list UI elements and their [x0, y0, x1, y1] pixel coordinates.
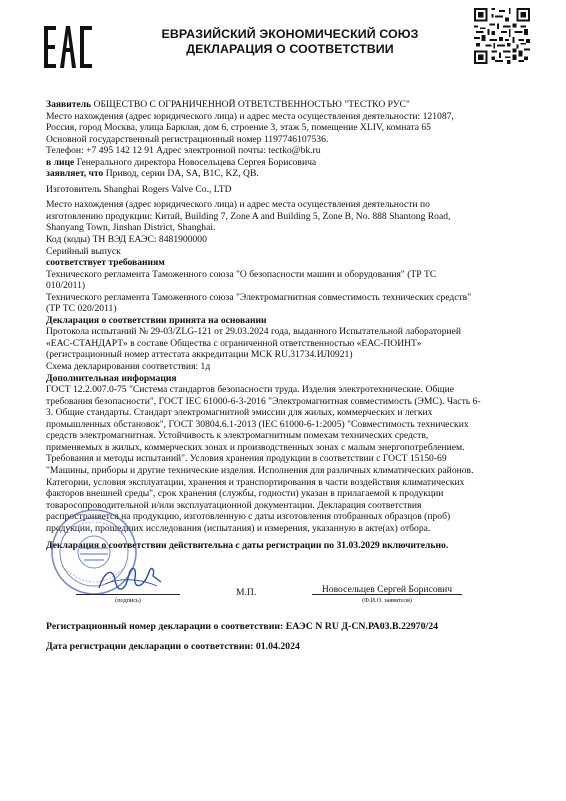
- eac-logo-icon: [44, 26, 92, 68]
- regulation-line: Технического регламента Таможенного союза "О безопасности машин и оборудования" (ТР ТС: [46, 268, 437, 280]
- declaration-scheme: Схема декларирования соответствия: 1д: [46, 361, 211, 373]
- release-type: Серийный выпуск: [46, 245, 121, 257]
- declares-line: [46, 168, 526, 180]
- applicant-block: [46, 99, 526, 111]
- additional-info-line: промышленных обстановок", ГОСТ 30804.6.1-2013 (IEC 61000-6-1:2005) "Совместимость технических: [46, 418, 469, 430]
- applicant-name: ОБЩЕСТВО С ОГРАНИЧЕННОЙ ОТВЕТСТВЕННОСТЬЮ "ТЕСТКО РУС": [93, 99, 410, 110]
- additional-info-line: 3. Общие стандарты. Стандарт электромагнитной эмиссии для жилых, коммерческих и легких: [46, 407, 433, 419]
- additional-info-line: распространяется на продукцию, изготовленную с даты изготовления отобранных образцов (проб): [46, 511, 451, 523]
- header-document-title: ДЕКЛАРАЦИЯ О СООТВЕТСТВИИ: [186, 42, 394, 56]
- registration-number: Регистрационный номер декларации о соответствии: ЕАЭС N RU Д-CN.РА03.В.22970/24: [46, 621, 438, 632]
- regulation-line: 010/2011): [46, 280, 86, 292]
- applicant-contacts: Телефон: +7 495 142 12 91 Адрес электронной почты: tectko@bk.ru: [46, 145, 321, 157]
- applicant-ogrn: Основной государственный регистрационный номер 1197746107536.: [46, 133, 329, 145]
- additional-info-line: средств электромагнитная. Устойчивость к электромагнитным помехам технических средств,: [46, 430, 429, 442]
- additional-info-line: факторов внешней среды", срок хранения (службы, годности) указан в прилагаемой к продукции: [46, 488, 444, 500]
- signature-caption: (подпись): [115, 597, 141, 604]
- stamp-place-label: М.П.: [236, 587, 257, 598]
- manufacturer-address-line: Shanyang Town, Jinshan District, Shanghai.: [46, 222, 216, 234]
- registration-date: Дата регистрации декларации о соответствии: 01.04.2024: [46, 641, 300, 652]
- additional-info-line: Требования и методы испытаний". Условия хранения продукции в соответствии с ГОСТ 15150-69: [46, 453, 447, 465]
- tnved-code: Код (коды) ТН ВЭД ЕАЭС: 8481900000: [46, 234, 207, 246]
- person-label: в лице: [46, 156, 75, 168]
- regulation-line: Технического регламента Таможенного союза "Электромагнитная совместимость технических средств": [46, 291, 472, 303]
- signer-line: [312, 594, 462, 595]
- regulation-line: (ТР ТС 020/2011): [46, 303, 117, 315]
- additional-info-line: продукции, прошедших исследования (испытания) и измерения, указанную в акте(ах) отбора.: [46, 522, 431, 534]
- basis-line: Протокола испытаний № 29-03/ZLG-121 от 29.03.2024 года, выданного Испытательной лабораторией: [46, 326, 462, 338]
- person-name: Генерального директора Новосельцева Сергея Борисовича: [76, 156, 317, 168]
- validity-statement: Декларация о соответствии действительна с даты регистрации по 31.03.2029 включительно.: [46, 540, 449, 552]
- additional-info-line: товаросопроводительной и/или эксплуатационной документации. Декларация соответствия: [46, 499, 422, 511]
- header-union-name: ЕВРАЗИЙСКИЙ ЭКОНОМИЧЕСКИЙ СОЮЗ: [161, 27, 419, 41]
- additional-info-line: применяемых в жилых, коммерческих зонах и производственных зонах с малым энергопотреблением.: [46, 441, 465, 453]
- manufacturer-address-line: Место нахождения (адрес юридического лица) и адрес места осуществления деятельности по: [46, 199, 430, 211]
- document-header: [110, 27, 470, 57]
- additional-info-line: "Машины, приборы и другие технические изделия. Исполнения для различных климатических районов.: [46, 464, 474, 476]
- declaration-body: [46, 99, 526, 552]
- manufacturer-name: Изготовитель Shanghai Rogers Valve Co., LTD: [46, 183, 232, 195]
- product-name: Привод, серии DA, SA, B1C, KZ, QB.: [105, 168, 259, 180]
- basis-heading: Декларация о соответствии принята на основании: [46, 314, 267, 326]
- requirements-heading: соответствует требованиям: [46, 257, 165, 269]
- basis-line: (регистрационный номер аттестата аккредитации МСК RU.31734.ИЛ0921): [46, 349, 353, 361]
- applicant-address-line: Место нахождения (адрес юридического лица) и адрес места осуществления деятельности: 121087,: [46, 110, 454, 122]
- applicant-address-line: Россия, город Москва, улица Барклая, дом 6, строение 3, этаж 5, помещение XLIV, комната 65: [46, 122, 431, 134]
- basis-line: «ЕАС-СТАНДАРТ» в составе Общества с ограниченной ответственностью «ЕАС-ПОИНТ»: [46, 337, 422, 349]
- applicant-person: [46, 157, 526, 169]
- additional-info-line: ГОСТ 12.2.007.0-75 "Система стандартов безопасности труда. Изделия электротехнические. Общие: [46, 384, 455, 396]
- additional-info-line: Категории, условия эксплуатации, хранения и транспортирования в части воздействия климатических: [46, 476, 465, 488]
- additional-info-line: требования безопасности", ГОСТ IEC 61000-6-3-2016 "Электромагнитная совместимость (ЭМС). Часть 6-: [46, 395, 481, 407]
- declares-label: заявляет, что: [46, 168, 104, 180]
- signer-name: Новосельцев Сергей Борисович: [321, 584, 453, 595]
- manufacturer-address-line: изготовлению продукции: Китай, Building 7, Zone A and Building 5, Zone B, No. 888 Shantong Road,: [46, 210, 451, 222]
- applicant-label: Заявитель: [46, 99, 92, 110]
- qr-code-icon: [474, 8, 530, 64]
- signer-caption: (Ф.И.О. заявителя): [362, 597, 412, 604]
- signature-icon: [95, 560, 165, 596]
- additional-info-heading: Дополнительная информация: [46, 372, 177, 384]
- signature-line: [76, 594, 180, 595]
